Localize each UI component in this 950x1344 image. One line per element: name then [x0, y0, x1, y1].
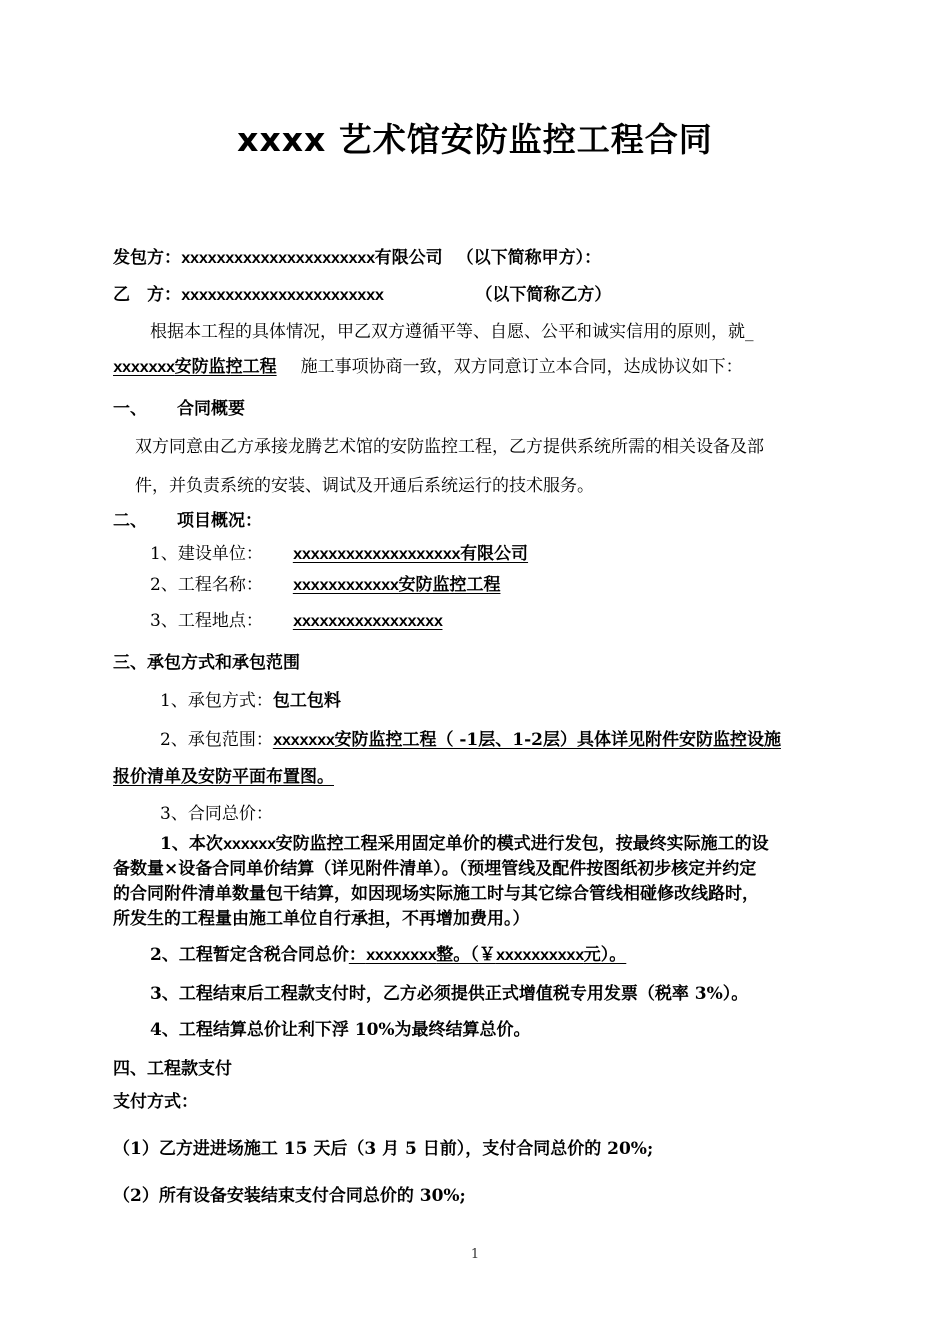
contract-scope-line1: 2、承包范围：xxxxxxx安防监控工程（ -1层、1-2层）具体详见附件安防监控设施	[160, 730, 781, 750]
section1-body-line2: 件，并负责系统的安装、调试及开通后系统运行的技术服务。	[135, 476, 594, 496]
preamble-line1: 根据本工程的具体情况，甲乙双方遵循平等、自愿、公平和诚实信用的原则，就_	[150, 322, 754, 342]
section1-body-line1: 双方同意由乙方承接龙腾艺术馆的安防监控工程，乙方提供系统所需的相关设备及部	[135, 437, 764, 457]
price-para-line1: 1、本次xxxxxx安防监控工程采用固定单价的模式进行发包，按最终实际施工的设	[160, 834, 769, 854]
project-item-name: 2、工程名称： xxxxxxxxxxxx安防监控工程	[150, 575, 501, 595]
preamble-line2	[113, 356, 743, 379]
project-item-owner: 1、建设单位： xxxxxxxxxxxxxxxxxxx有限公司	[150, 544, 529, 564]
party-b-label: 乙 方：	[113, 285, 181, 305]
section3-heading: 三、承包方式和承包范围	[113, 653, 300, 673]
party-a-alias: （以下简称甲方）：	[456, 248, 602, 268]
price-para-line4: 所发生的工程量由施工单位自行承担，不再增加费用。）	[113, 909, 530, 929]
page-number: 1	[470, 1247, 480, 1262]
section2-heading: 二、 项目概况：	[113, 511, 262, 531]
contract-scope-line2: 报价清单及安防平面布置图。	[113, 767, 334, 787]
party-a-label: 发包方：	[113, 248, 181, 268]
contract-total-label: 3、合同总价：	[160, 804, 273, 824]
price-para-line3: 的合同附件清单数量包干结算，如因现场实际施工时与其它综合管线相碰修改线路时，	[113, 884, 759, 904]
payment-method-label: 支付方式：	[113, 1092, 198, 1112]
settlement-discount: 4、工程结算总价让利下浮 10%为最终结算总价。	[150, 1020, 531, 1040]
party-b-alias: （以下简称乙方）	[475, 285, 612, 305]
preamble-rest: 施工事项协商一致，双方同意订立本合同，达成协议如下：	[300, 357, 743, 377]
section1-heading: 一、 合同概要	[113, 399, 245, 419]
party-a-line	[113, 247, 601, 270]
payment-item-1: （1）乙方进进场施工 15 天后（3 月 5 日前），支付合同总价的 20%;	[113, 1139, 654, 1159]
preamble-project: xxxxxxx安防监控工程	[113, 357, 277, 377]
payment-item-2: （2）所有设备安装结束支付合同总价的 30%;	[113, 1186, 466, 1206]
project-item-location: 3、工程地点： xxxxxxxxxxxxxxxxx	[150, 611, 443, 631]
document-title: xxxx 艺术馆安防监控工程合同	[237, 120, 713, 159]
party-a-suffix: 有限公司	[374, 248, 443, 268]
section4-heading: 四、工程款支付	[113, 1059, 232, 1079]
party-b-name: xxxxxxxxxxxxxxxxxxxxxxx	[181, 287, 384, 305]
party-b-line	[113, 284, 611, 307]
contract-total-price: 2、工程暂定含税合同总价：xxxxxxxx整。（￥xxxxxxxxxx元）。	[150, 945, 627, 965]
invoice-requirement: 3、工程结束后工程款支付时，乙方必须提供正式增值税专用发票（税率 3%）。	[150, 984, 749, 1004]
party-a-name: xxxxxxxxxxxxxxxxxxxxxx	[181, 250, 375, 268]
contract-mode: 1、承包方式：包工包料	[160, 691, 341, 711]
price-para-line2: 备数量×设备合同单价结算（详见附件清单）。（预埋管线及配件按图纸初步核定并约定	[113, 859, 757, 879]
